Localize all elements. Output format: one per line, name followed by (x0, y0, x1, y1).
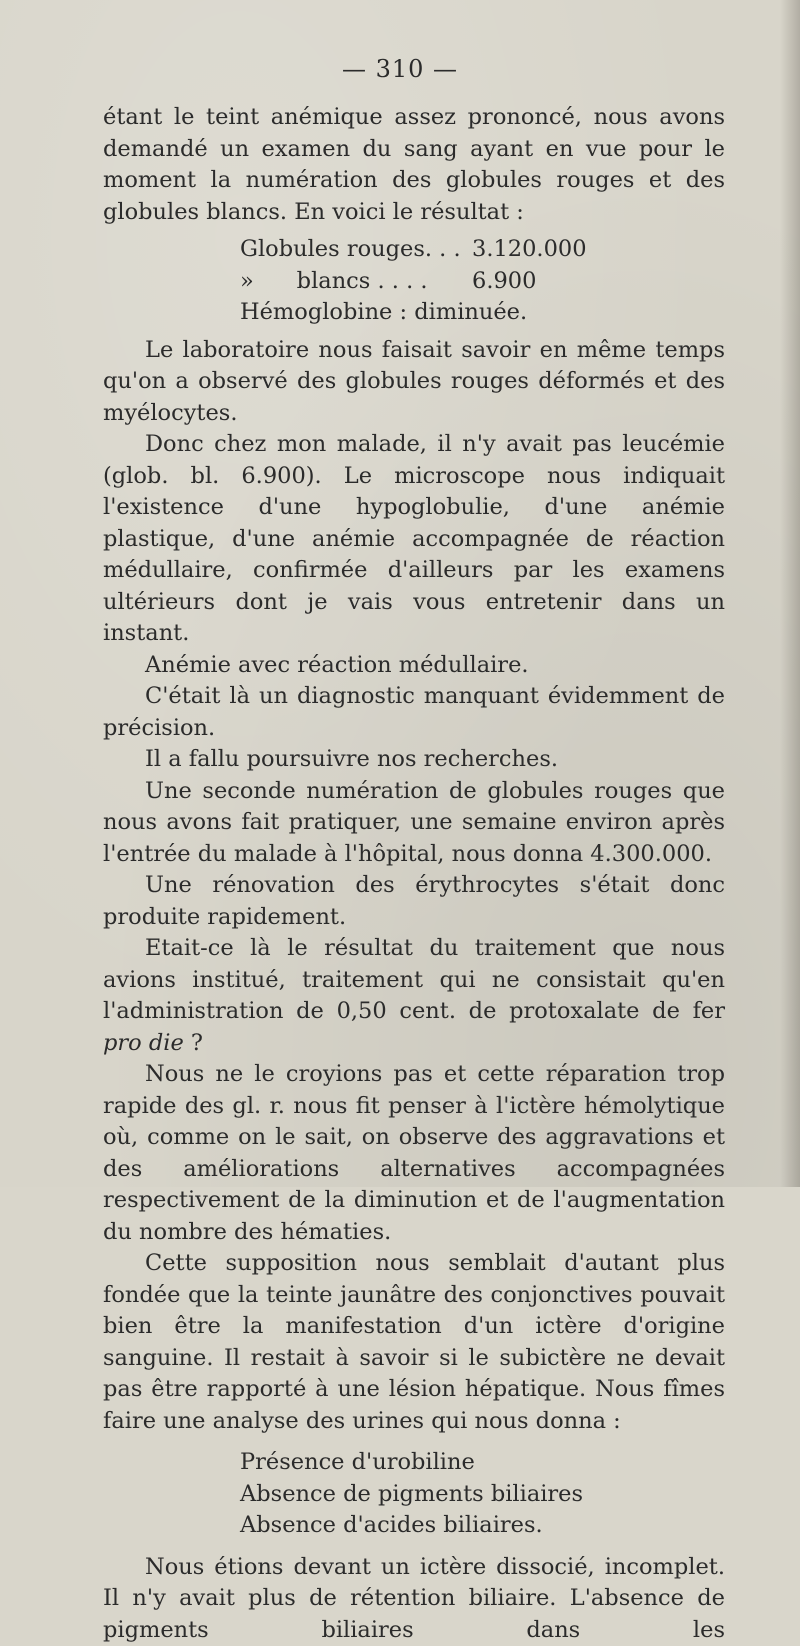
paragraph-9-end: ? (184, 1030, 203, 1056)
paragraph-7: Une seconde numération de globules rouges que nous avons fait pratiquer, une semaine environ après l'entrée du malade à l'hôpital, nous donna 4.300.000. (103, 776, 725, 871)
paragraph-4: Anémie avec réaction médullaire. (103, 650, 725, 682)
paragraph-3: Donc chez mon malade, il n'y avait pas leucémie (glob. bl. 6.900). Le microscope nous indiquait l'existence d'une hypoglobulie, d'une anémie plastique, d'une anémie accompagnée de réaction médullaire, confirmée d'ailleurs par les examens ultérieurs dont je vais vous entretenir dans un instant. (103, 429, 725, 650)
page-edge-shadow (780, 0, 800, 1187)
red-cells-value: 3.120.000 (472, 234, 587, 266)
paragraph-2: Le laboratoire nous faisait savoir en même temps qu'on a observé des globules rouges déformés et des myélocytes. (103, 335, 725, 430)
paragraph-11: Cette supposition nous semblait d'autant plus fondée que la teinte jaunâtre des conjonctives pouvait bien être la manifestation d'un ictère d'origine sanguine. Il restait à savoir si le subictère ne devait pas être rapporté à une lésion hépatique. Nous fîmes faire une analyse des urines qui nous donna : (103, 1248, 725, 1437)
paragraph-1: étant le teint anémique assez prononcé, nous avons demandé un examen du sang ayant en vue pour le moment la numération des globules rouges et des globules blancs. En voici le résultat : (103, 102, 725, 228)
paragraph-9-text: Etait-ce là le résultat du traitement que nous avions institué, traitement qui ne consistait qu'en l'administration de 0,50 cent. de protoxalate de fer (103, 935, 725, 1024)
urine-result-3: Absence d'acides biliaires. (240, 1510, 725, 1542)
urine-analysis-results (103, 1447, 725, 1542)
urine-result-1: Présence d'urobiline (240, 1447, 725, 1479)
paragraph-6: Il a fallu poursuivre nos recherches. (103, 744, 725, 776)
page-number: — 310 — (0, 55, 800, 83)
red-cells-label: Globules rouges. . . (240, 234, 472, 266)
white-cells-row (240, 266, 725, 298)
body-text (103, 102, 725, 1646)
red-cells-row (240, 234, 725, 266)
paragraph-8: Une rénovation des érythrocytes s'était donc produite rapidement. (103, 870, 725, 933)
white-cells-value: 6.900 (472, 266, 536, 298)
white-cells-label: » blancs . . . . (240, 266, 472, 298)
paragraph-9 (103, 933, 725, 1059)
urine-result-2: Absence de pigments biliaires (240, 1479, 725, 1511)
hemoglobin-row: Hémoglobine : diminuée. (240, 297, 725, 329)
latin-phrase: pro die (103, 1030, 184, 1056)
blood-count-results (103, 234, 725, 329)
paragraph-12: Nous étions devant un ictère dissocié, incomplet. Il n'y avait plus de rétention biliaire. L'absence de pigments biliaires dans les (103, 1552, 725, 1646)
paragraph-5: C'était là un diagnostic manquant évidemment de précision. (103, 681, 725, 744)
paragraph-10: Nous ne le croyions pas et cette réparation trop rapide des gl. r. nous fit penser à l'ictère hémolytique où, comme on le sait, on observe des aggravations et des améliorations alternatives accompagnées respectivement de la diminution et de l'augmentation du nombre des hématies. (103, 1059, 725, 1248)
